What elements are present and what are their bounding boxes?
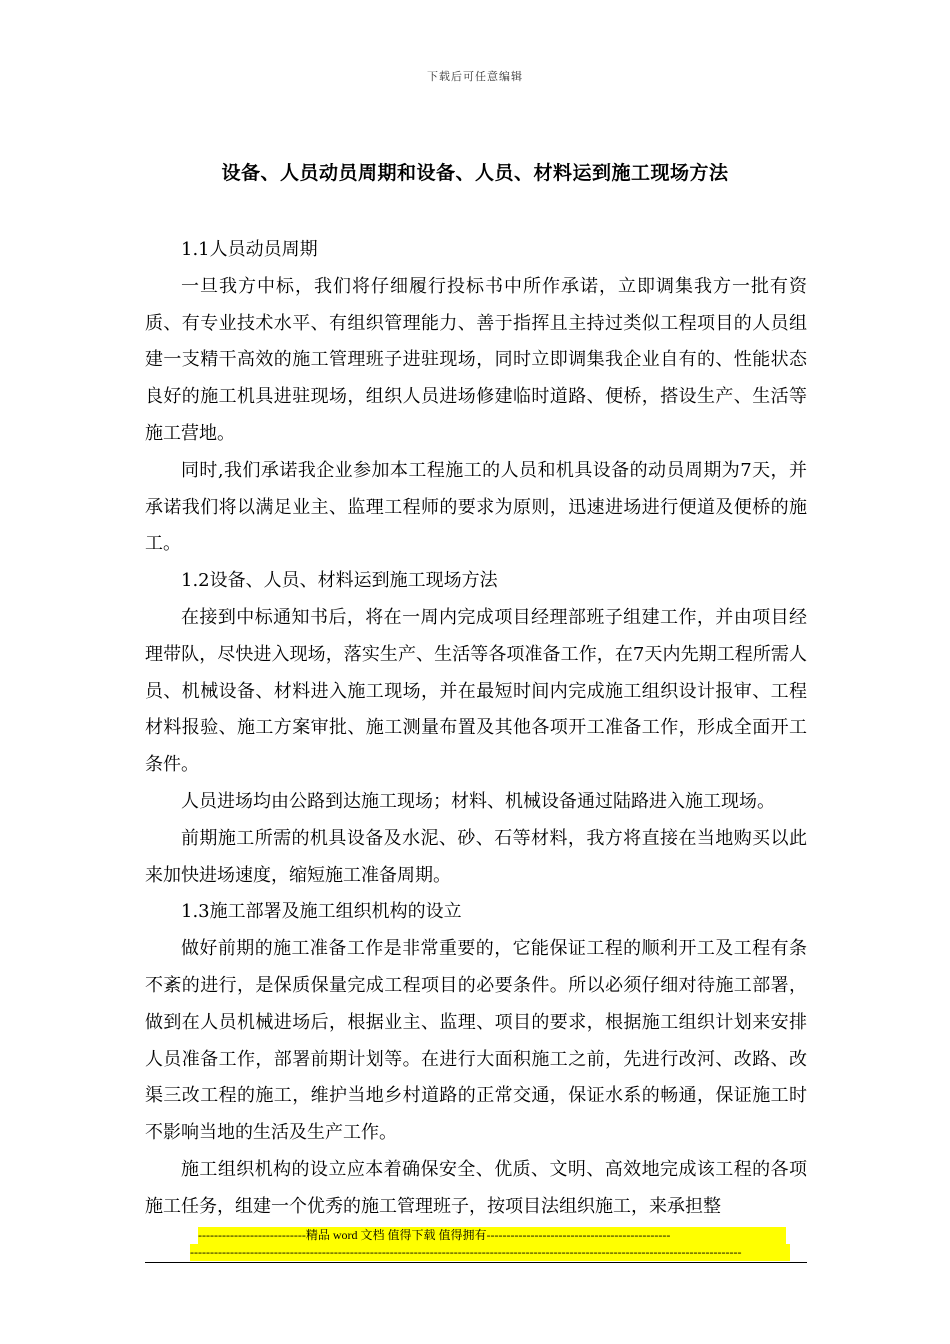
paragraph: 人员进场均由公路到达施工现场；材料、机械设备通过陆路进入施工现场。	[181, 790, 775, 812]
document-body	[145, 232, 807, 1226]
section-heading-1-2: 1.2设备、人员、材料运到施工现场方法	[181, 570, 498, 592]
header-note: 下载后可任意编辑	[427, 70, 523, 83]
document-title: 设备、人员动员周期和设备、人员、材料运到施工现场方法	[221, 162, 729, 184]
footer-line-1: ---------------------------精品 word 文档 值得下载 值得拥有----------------------------------------------	[198, 1227, 786, 1244]
section-heading-1-3: 1.3施工部署及施工组织机构的设立	[181, 901, 462, 923]
paragraph: 做好前期的施工准备工作是非常重要的，它能保证工程的顺利开工及工程有条不紊的进行，是保质保量完成工程项目的必要条件。所以必须仔细对待施工部署，做到在人员机械进场后，根据业主、监理、项目的要求，根据施工组织计划来安排人员准备工作，部署前期计划等。在进行大面积施工之前，先进行改河、改路、改渠三改工程的施工，维护当地乡村道路的正常交通，保证水系的畅通，保证施工时不影响当地的生活及生产工作。	[145, 938, 807, 1144]
paragraph: 前期施工所需的机具设备及水泥、砂、石等材料，我方将直接在当地购买以此来加快进场速度，缩短施工准备周期。	[145, 827, 807, 886]
paragraph: 在接到中标通知书后，将在一周内完成项目经理部班子组建工作，并由项目经理带队，尽快进入现场，落实生产、生活等各项准备工作，在7天内先期工程所需人员、机械设备、材料进入施工现场，并在最短时间内完成施工组织设计报审、工程材料报验、施工方案审批、施工测量布置及其他各项开工准备工作，形成全面开工条件。	[145, 606, 807, 776]
footer-watermark	[190, 1227, 790, 1261]
section-heading-1-1: 1.1人员动员周期	[181, 239, 318, 260]
paragraph: 一旦我方中标，我们将仔细履行投标书中所作承诺，立即调集我方一批有资质、有专业技术水平、有组织管理能力、善于指挥且主持过类似工程项目的人员组建一支精干高效的施工管理班子进驻现场，同时立即调集我企业自有的、性能状态良好的施工机具进驻现场，组织人员进场修建临时道路、便桥，搭设生产、生活等施工营地。	[145, 275, 807, 444]
paragraph: 同时,我们承诺我企业参加本工程施工的人员和机具设备的动员周期为7天，并承诺我们将以满足业主、监理工程师的要求为原则，迅速进场进行便道及便桥的施工。	[145, 459, 807, 555]
footer-divider	[145, 1262, 807, 1263]
footer-line-2: ------------------------------------------------------------------------------------------------------------------------------------------	[190, 1244, 790, 1261]
paragraph: 施工组织机构的设立应本着确保安全、优质、文明、高效地完成该工程的各项施工任务，组建一个优秀的施工管理班子，按项目法组织施工，来承担整	[145, 1158, 807, 1217]
